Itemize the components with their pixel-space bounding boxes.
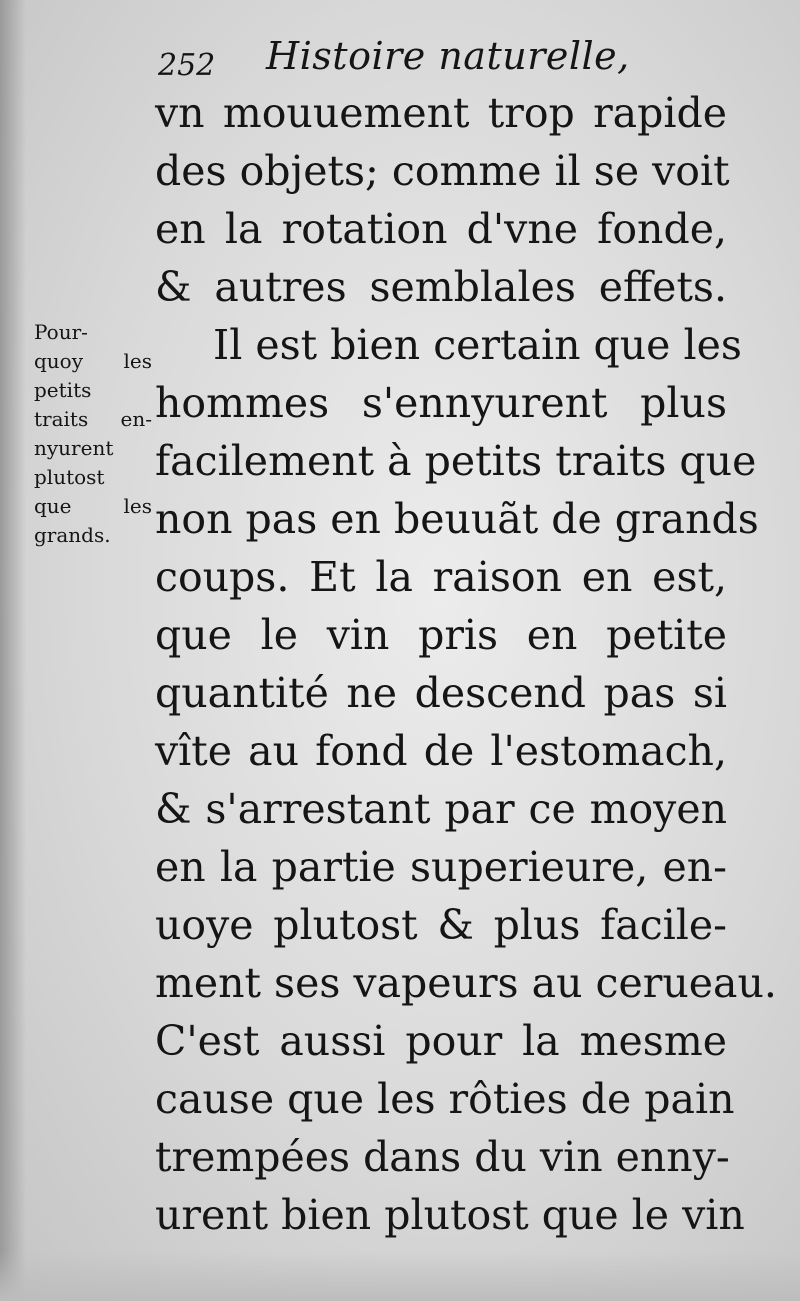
running-title: Histoire naturelle, [266,34,630,78]
text-line: & autres semblales effets. [155,263,727,311]
text-line: des objets; comme il se voit [155,147,730,195]
note-line: quoy les [34,349,152,373]
text-line: vîte au fond de l'estomach, [155,727,727,775]
running-head [158,26,628,86]
text-line: coups. Et la raison en est, [155,553,727,601]
text-line: que le vin pris en petite [155,611,727,659]
note-line: plutost [34,465,105,489]
text-line: cause que les rôties de pain [155,1075,735,1123]
paragraph-start-line: Il est bien certain que les [213,321,742,369]
text-line: & s'arrestant par ce moyen [155,785,727,833]
note-line: Pour- [34,320,88,344]
note-line: que les [34,494,152,518]
text-line: quantité ne descend pas si [155,669,727,717]
text-line: hommes s'ennyurent plus [155,379,727,427]
page-edge-shadow [0,0,26,1301]
text-line: facilement à petits traits que [155,437,757,485]
marginal-note [34,318,152,550]
text-line: en la partie superieure, en- [155,843,727,891]
text-line: C'est aussi pour la mesme [155,1017,727,1065]
text-line: ment ses vapeurs au cerueau. [155,959,777,1007]
body-text [155,84,777,1244]
text-line: trempées dans du vin enny- [155,1133,730,1181]
note-line: traits en- [34,407,152,431]
note-line: grands. [34,523,111,547]
note-line: petits [34,378,92,402]
text-line: vn mouuement trop rapide [155,89,727,137]
text-line: en la rotation d'vne fonde, [155,205,727,253]
text-line: non pas en beuuãt de grands [155,495,759,543]
text-line: urent bien plutost que le vin [155,1191,745,1239]
page-bottom-shadow [0,1251,800,1301]
page-number: 252 [158,48,216,83]
text-line: uoye plutost & plus facile- [155,901,727,949]
note-line: nyurent [34,436,114,460]
